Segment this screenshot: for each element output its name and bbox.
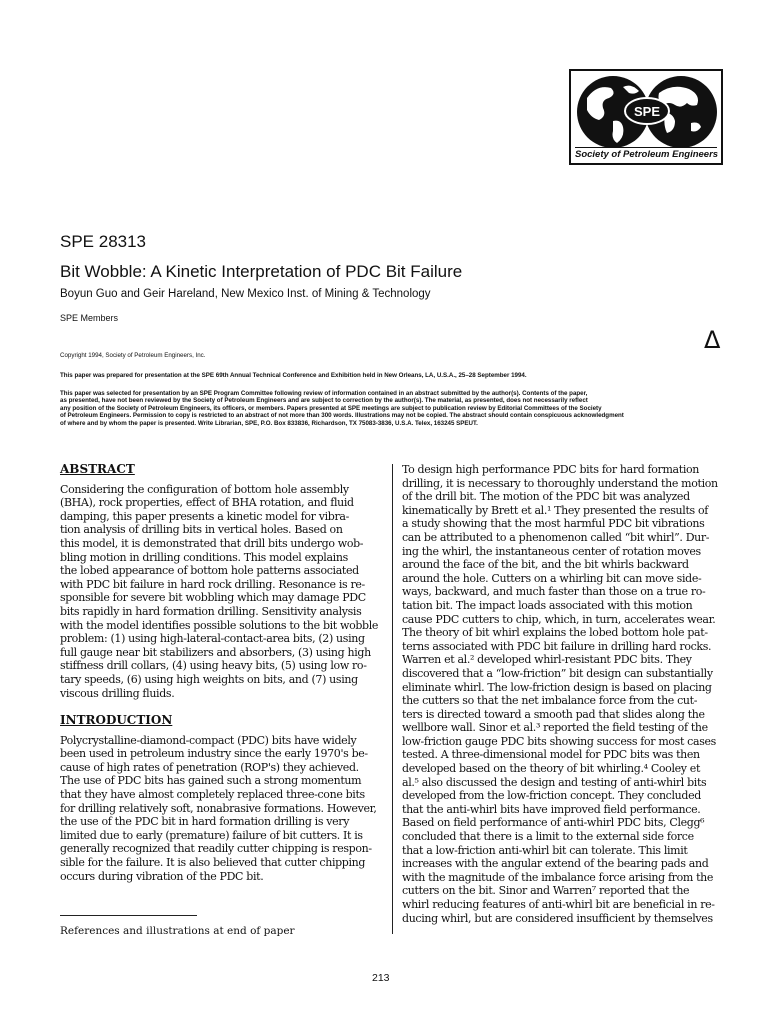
intro-line: limited due to early (premature) failure of bit cutters. It is (60, 828, 363, 842)
copyright-line: Copyright 1994, Society of Petroleum Engineers, Inc. (60, 352, 206, 359)
presentation-note: This paper was prepared for presentation at the SPE 69th Annual Technical Conference and Exhibition held in New Orleans, LA, U.S.A., 25–28 September 1994. (60, 372, 527, 379)
body-line: cutters on the bit. Sinor and Warren⁷ reported that the (402, 884, 690, 898)
body-line: terns associated with PDC bit failure in drilling hard rocks. (402, 639, 712, 653)
intro-line: been used in petroleum industry since the early 1970's be- (60, 747, 368, 761)
abstract-line: with the model identifies possible solutions to the bit wobble (60, 618, 379, 632)
intro-line: for drilling relatively soft, nonabrasive formations. However, (60, 801, 377, 815)
left-column (60, 463, 386, 883)
delta-icon: Δ (704, 326, 721, 354)
notice-line: any position of the Society of Petroleum Engineers, its officers, or members. Papers presented at SPE meetings are subject to publication review by Editorial Committees of the Society (60, 404, 602, 412)
selection-notice (60, 390, 722, 427)
body-line: can be attributed to a phenomenon called “bit whirl”. Dur- (402, 530, 710, 544)
body-line: tested. A three-dimensional model for PDC bits was then (402, 748, 700, 762)
abstract-line: (BHA), rock properties, effect of BHA rotation, and fluid (60, 496, 354, 510)
abstract-line: this model, it is demonstrated that drill bits undergo wob- (60, 536, 364, 550)
right-column (402, 463, 726, 925)
body-line: developed from the low-friction concept. They concluded (402, 789, 701, 803)
body-line: that the anti-whirl bits have improved field performance. (402, 802, 701, 816)
introduction-heading: INTRODUCTION (60, 713, 173, 728)
body-line: ters is directed toward a smooth pad that slides along the (402, 707, 705, 721)
abstract-line: with PDC bit failure in hard rock drilling. Resonance is re- (60, 577, 365, 591)
body-line: around the face of the bit, and the bit whirls backward (402, 558, 689, 572)
body-line: ways, backward, and much faster than those on a true ro- (402, 585, 706, 599)
body-line: low-friction gauge PDC bits showing success for most cases (402, 734, 716, 748)
spe-mark: SPE (633, 104, 661, 119)
abstract-line: the lobed appearance of bottom hole patterns associated (60, 564, 359, 578)
body-line: Warren et al.² developed whirl-resistant PDC bits. They (402, 653, 692, 667)
body-line: wellbore wall. Sinor et al.³ reported the field testing of the (402, 721, 708, 735)
body-line: around the hole. Cutters on a whirling bit can move side- (402, 571, 702, 585)
intro-line: occurs during vibration of the PDC bit. (60, 869, 264, 883)
intro-line: Polycrystalline-diamond-compact (PDC) bits have widely (60, 733, 357, 747)
intro-line: The use of PDC bits has gained such a strong momentum (60, 774, 362, 788)
abstract-line: bits rapidly in hard formation drilling. Sensitivity analysis (60, 604, 362, 618)
body-line: increases with the angular extend of the bearing pads and (402, 857, 709, 871)
column-divider (392, 464, 393, 934)
abstract-heading: ABSTRACT (60, 462, 135, 476)
spe-members-label: SPE Members (60, 313, 119, 323)
society-name: Society of Petroleum Engineers (575, 149, 719, 160)
globe-icon (573, 73, 721, 151)
body-line: kinematically by Brett et al.¹ They presented the results of (402, 503, 708, 517)
abstract-line: stiffness drill collars, (4) using heavy bits, (5) using low ro- (60, 659, 367, 673)
body-line: whirl reducing features of anti-whirl bit are beneficial in re- (402, 898, 715, 911)
intro-line: sible for the failure. It is also believed that cutter chipping (60, 856, 366, 870)
abstract-line: viscous drilling fluids. (60, 686, 175, 700)
abstract-line: sponsible for severe bit wobbling which may damage PDC (60, 591, 366, 605)
footnote: References and illustrations at end of paper (60, 925, 295, 937)
paper-title: Bit Wobble: A Kinetic Interpretation of PDC Bit Failure (60, 262, 463, 281)
notice-line: This paper was selected for presentation by an SPE Program Committee following review of information contained in an abstract submitted by the author(s). Contents of the paper, (60, 390, 588, 397)
body-line: with the magnitude of the imbalance force arising from the (402, 870, 714, 884)
abstract-line: tion analysis of drilling bits in vertical holes. Based on (60, 523, 343, 537)
abstract-line: bling motion in drilling conditions. This model explains (60, 550, 348, 564)
page-number: 213 (372, 972, 390, 984)
body-line: that a low-friction anti-whirl bit can tolerate. This limit (402, 843, 688, 857)
body-line: developed based on the theory of bit whirling.⁴ Cooley et (402, 762, 701, 776)
notice-line: of where and by whom the paper is presented. Write Librarian, SPE, P.O. Box 833836, Richardson, TX 75083-3836, U.S.A. Telex, 163245 SPEUT. (60, 419, 478, 427)
body-line: To design high performance PDC bits for hard formation (402, 463, 699, 476)
body-line: eliminate whirl. The low-friction design is based on placing (402, 680, 712, 694)
body-line: al.⁵ also discussed the design and testing of anti-whirl bits (402, 775, 707, 789)
paper-number: SPE 28313 (60, 232, 147, 251)
spe-logo (569, 69, 723, 165)
body-line: cause PDC cutters to chip, which, in turn, accelerates wear. (402, 612, 716, 626)
body-line: discovered that a “low-friction” bit design can substantially (402, 666, 713, 680)
intro-line: cause of high rates of penetration (ROP's) they achieved. (60, 760, 359, 774)
abstract-line: full gauge near bit stabilizers and absorbers, (3) using high (60, 645, 371, 659)
body-line: The theory of bit whirl explains the lobed bottom hole pat- (402, 626, 708, 640)
body-line: concluded that there is a limit to the external side force (402, 830, 694, 844)
body-line: tation bit. The impact loads associated with this motion (402, 598, 693, 612)
notice-line: as presented, have not been reviewed by the Society of Petroleum Engineers and are subject to correction by the author(s). The material, as presented, does not necessarily reflect (60, 397, 588, 405)
abstract-line: damping, this paper presents a kinetic model for vibra- (60, 509, 349, 523)
notice-line: of Petroleum Engineers. Permission to copy is restricted to an abstract of not more than 300 words. Illustrations may not be copied. The abstract should contain conspicuous acknowledgment (60, 412, 624, 420)
body-line: of the drill bit. The motion of the PDC bit was analyzed (402, 490, 690, 504)
footnote-rule (60, 915, 197, 916)
abstract-line: tary speeds, (6) using high weights on bits, and (7) using (60, 672, 358, 686)
body-line: ducing whirl, but are considered insufficient by themselves (402, 911, 713, 925)
body-line: drilling, it is necessary to thoroughly understand the motion (402, 476, 718, 490)
abstract-line: Considering the configuration of bottom hole assembly (60, 482, 349, 496)
body-line: the cutters so that the net imbalance force from the cut- (402, 694, 698, 708)
intro-line: the use of the PDC bit in hard formation drilling is very (60, 815, 350, 829)
authors: Boyun Guo and Geir Hareland, New Mexico Inst. of Mining & Technology (60, 288, 431, 300)
abstract-line: problem: (1) using high-lateral-contact-area bits, (2) using (60, 632, 365, 646)
intro-line: that they have almost completely replaced three-cone bits (60, 788, 365, 802)
intro-line: generally recognized that readily cutter chipping is respon- (60, 842, 372, 856)
body-line: ing the whirl, the instantaneous center of rotation moves (402, 544, 701, 558)
body-line: Based on field performance of anti-whirl PDC bits, Clegg⁶ (402, 816, 705, 830)
body-line: a study showing that the most harmful PDC bit vibrations (402, 517, 705, 531)
